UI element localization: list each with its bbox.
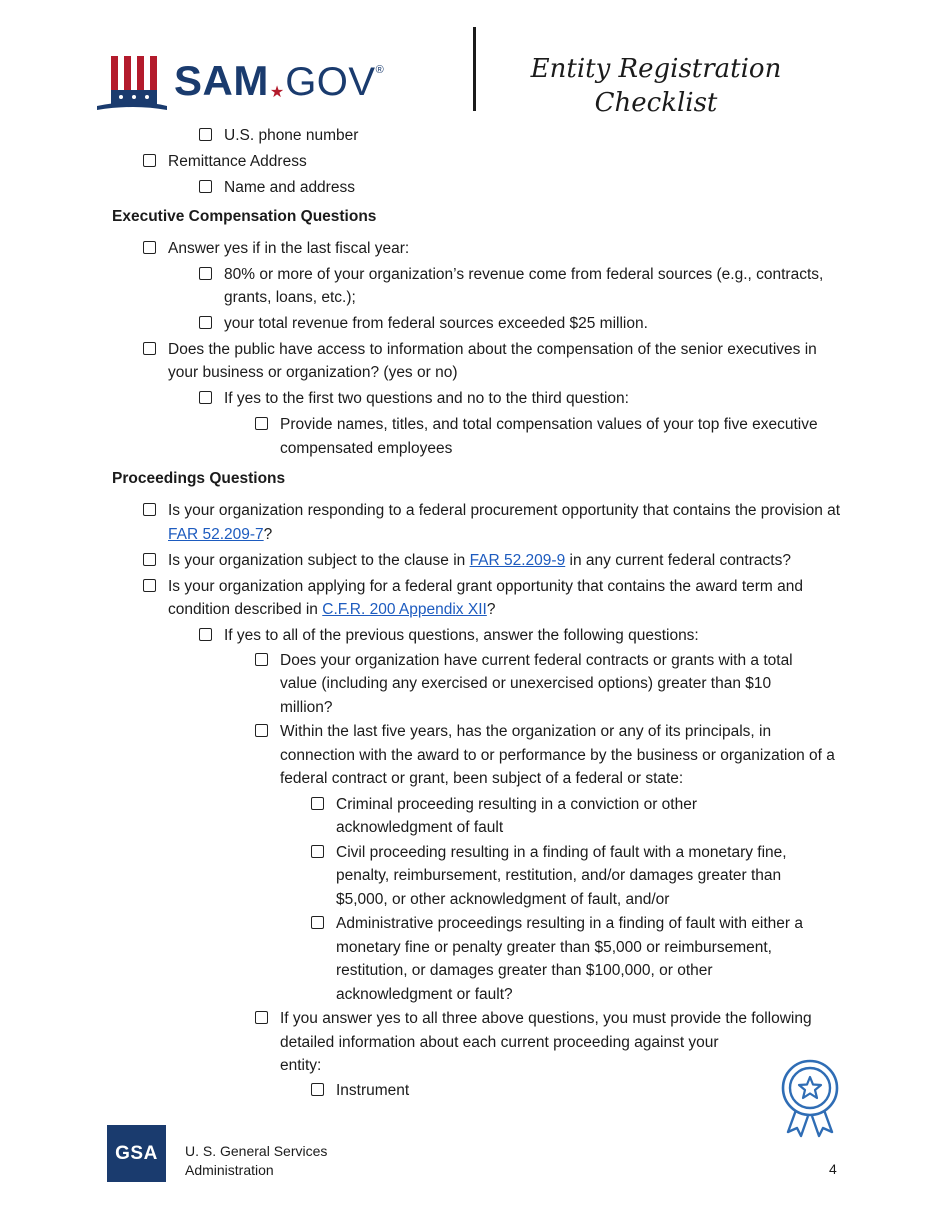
org-line-1: U. S. General Services [185,1143,328,1159]
text-before-link: Is your organization applying for a federal grant opportunity that contains the award term and condition described in [168,577,804,618]
item-text-part-2: entity: [280,1057,322,1074]
checklist-item-text: If yes to all of the previous questions, answer the following questions: [224,627,699,644]
logo-wordmark [174,57,384,104]
checkbox[interactable] [199,316,212,329]
text-after-link: ? [263,525,273,543]
checklist-item-text: If yes to the first two questions and no to the third question: [224,390,629,407]
uncle-sam-hat-icon [96,54,168,112]
award-ribbon-icon [778,1058,842,1138]
checkbox[interactable] [255,724,268,737]
checkbox[interactable] [199,180,212,193]
checklist-item-text: Answer yes if in the last fiscal year: [168,239,410,257]
text-after-link: in any current federal contracts? [565,551,791,569]
far-52-209-7-link[interactable]: FAR 52.209-7 [168,525,264,543]
checklist-item [336,1079,816,1103]
checklist-item [280,1007,840,1078]
checklist-item-text: Administrative proceedings resulting in a finding of fault with either a monetary fine or penalty greater than $5,000 or reimbursement, restitution, or damages greater than $100,000, or other acknowledgment or fault? [336,915,803,1003]
registered-mark: ® [375,64,384,76]
checklist-item-text [280,1010,812,1074]
checklist-item-text [168,578,803,619]
gsa-logo[interactable] [107,1125,166,1182]
cfr-200-appendix-xii-link[interactable]: C.F.R. 200 Appendix XII [322,601,487,618]
checklist-item [224,124,844,148]
checklist-item [280,413,840,460]
checklist-item-text: 80% or more of your organization’s revenue come from federal sources (e.g., contracts, grants, loans, etc.); [224,265,824,306]
checkbox[interactable] [255,653,268,666]
checklist-item [224,176,844,200]
page-header [0,0,950,125]
checkbox[interactable] [143,241,156,254]
checklist-item [280,720,840,791]
star-icon: ★ [269,84,285,101]
checklist-item [224,263,844,310]
checklist-item [336,841,816,912]
checklist-item-text: Name and address [224,179,355,196]
checkbox[interactable] [143,154,156,167]
checklist-item-text: Instrument [336,1081,410,1099]
checkbox[interactable] [255,417,268,430]
checkbox[interactable] [311,1083,324,1096]
logo-sam-text: SAM [174,57,269,104]
logo-gov-text: GOV [285,60,376,104]
far-52-209-9-link[interactable]: FAR 52.209-9 [469,551,566,569]
checklist-item [224,312,844,336]
checkbox[interactable] [199,267,212,280]
checklist-item-text: Does the public have access to information about the compensation of the senior executives in your business or organization? (yes or no) [168,340,817,381]
checkbox[interactable] [199,128,212,141]
checkbox[interactable] [143,342,156,355]
checklist-item [168,575,844,622]
checkbox[interactable] [199,391,212,404]
checklist-item-text: Within the last five years, has the organization or any of its principals, in connection with the award to or performance by the business or organization of a federal contract or grant, been subject of a federal or state: [280,723,835,787]
checkbox[interactable] [311,797,324,810]
checkbox[interactable] [143,579,156,592]
checklist-item-text: Criminal proceeding resulting in a conviction or other acknowledgment of fault [336,795,697,836]
title-line-2: Checklist [594,88,718,118]
item-text-part-1: If you answer yes to all three above questions, you must provide the following detailed information about each current proceeding against your [280,1010,812,1051]
checklist-item [336,912,831,1006]
gsa-logo-text: GSA [115,1142,158,1164]
checklist-item-text: your total revenue from federal sources exceeded $25 million. [224,315,648,332]
checklist-item-text: Civil proceeding resulting in a finding of fault with a monetary fine, penalty, reimbursement, restitution, and/or damages greater than $5,000, or other acknowledgment of fault, and/or [336,843,787,908]
checklist-item [168,338,844,385]
footer-organization [185,1142,327,1180]
checkbox[interactable] [311,845,324,858]
checklist-item [168,237,838,261]
checkbox[interactable] [143,503,156,516]
checklist-item [280,649,825,720]
checkbox[interactable] [255,1011,268,1024]
checkbox[interactable] [199,628,212,641]
text-before-link: Is your organization subject to the clause in [168,551,470,569]
checklist-item-text [168,552,791,569]
checklist-item-text: Remittance Address [168,153,307,170]
text-after-link: ? [486,601,496,618]
section-heading-proceedings: Proceedings Questions [112,470,286,487]
section-heading-exec-comp: Executive Compensation Questions [112,207,377,225]
checkbox[interactable] [143,553,156,566]
checklist-item [168,499,844,546]
checklist-item [168,549,844,573]
page-number: 4 [829,1161,837,1177]
checklist-item [336,793,806,840]
checkbox[interactable] [311,916,324,929]
document-title [520,52,792,120]
checklist-item [224,624,844,648]
checklist-item-text: Provide names, titles, and total compensation values of your top five executive compensated employees [280,416,818,457]
sam-gov-logo[interactable] [96,54,384,112]
checklist-item [224,387,844,411]
checklist-content [0,124,950,1102]
title-line-1: Entity Registration [530,54,782,84]
checklist-item [168,150,838,174]
checklist-item-text: Does your organization have current federal contracts or grants with a total value (including any exercised or unexercised options) greater than $10 million? [280,651,793,716]
org-line-2: Administration [185,1162,274,1178]
header-divider [473,27,476,111]
checklist-item-text [168,502,840,543]
text-before-link: Is your organization responding to a federal procurement opportunity that contains the provision at [168,502,841,519]
checklist-item-text: U.S. phone number [224,127,359,144]
